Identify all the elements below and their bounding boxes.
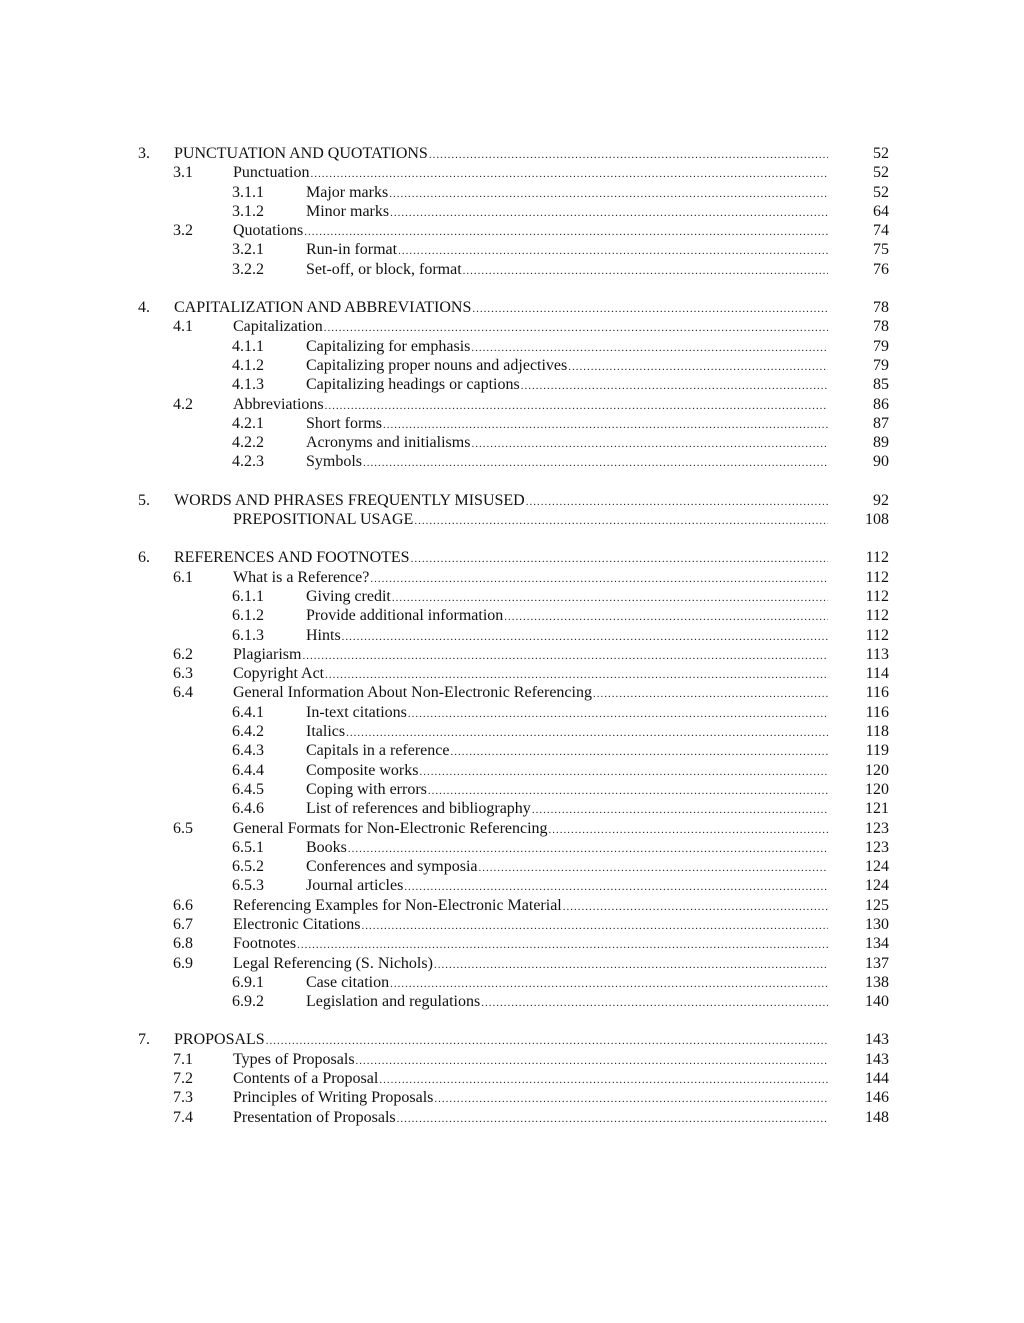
- entry-page-number: 144: [865, 1070, 889, 1088]
- toc-entry: [0, 317, 1024, 336]
- entry-page-number: 52: [873, 145, 889, 162]
- entry-title: Legislation and regulations: [306, 993, 481, 1011]
- entry-page-number: 143: [865, 1050, 889, 1068]
- entry-page-number: 116: [865, 703, 889, 721]
- entry-page-number: 112: [865, 568, 889, 586]
- entry-title-with-leader: [306, 876, 828, 897]
- toc-entry: [0, 915, 1024, 934]
- toc-section: [0, 548, 1024, 1011]
- entry-title-with-leader: [233, 1108, 828, 1129]
- entry-title: Legal Referencing (S. Nichols): [233, 954, 433, 972]
- entry-number: 4.2.1: [232, 414, 264, 432]
- entry-number: 4.1: [173, 318, 193, 336]
- toc-chapter-entry: [0, 1030, 1024, 1049]
- dot-leader: [472, 300, 828, 319]
- toc-chapter-entry: [0, 548, 1024, 567]
- entry-title: Presentation of Proposals: [233, 1108, 396, 1126]
- dot-leader: [370, 570, 828, 589]
- entry-number: 6.4.5: [232, 780, 264, 798]
- entry-number: 7.4: [173, 1108, 193, 1126]
- entry-title-with-leader: [306, 260, 828, 281]
- entry-title-with-leader: [233, 915, 828, 936]
- entry-title: Quotations: [233, 222, 304, 240]
- entry-title-with-leader: [306, 703, 828, 724]
- entry-title: Case citation: [306, 973, 390, 991]
- entry-title: Copyright Act: [233, 665, 325, 683]
- toc-entry: [0, 414, 1024, 433]
- toc-chapter-entry: [0, 491, 1024, 510]
- toc-entry: [0, 799, 1024, 818]
- toc-section: [0, 491, 1024, 530]
- entry-page-number: 134: [865, 935, 889, 953]
- entry-page-number: 114: [865, 665, 889, 683]
- entry-title-with-leader: [306, 452, 828, 473]
- toc-entry: [0, 645, 1024, 664]
- dot-leader: [398, 242, 828, 261]
- entry-title-with-leader: [233, 510, 828, 531]
- entry-number: 7.3: [173, 1089, 193, 1107]
- dot-leader: [471, 339, 828, 358]
- toc-entry: [0, 163, 1024, 182]
- dot-leader: [481, 994, 828, 1013]
- entry-title: PREPOSITIONAL USAGE: [233, 511, 414, 529]
- entry-title: PUNCTUATION AND QUOTATIONS: [174, 145, 428, 162]
- entry-number: 6.5.1: [232, 838, 264, 856]
- dot-leader: [434, 956, 828, 975]
- dot-leader: [390, 975, 828, 994]
- entry-page-number: 112: [865, 626, 889, 644]
- entry-number: 6.4.3: [232, 742, 264, 760]
- toc-entry: [0, 1088, 1024, 1107]
- dot-leader: [390, 204, 828, 223]
- entry-title: Provide additional information: [306, 607, 504, 625]
- entry-title-with-leader: [174, 491, 828, 512]
- entry-number: 6.1.3: [232, 626, 264, 644]
- entry-number: 6.9.2: [232, 993, 264, 1011]
- entry-page-number: 86: [873, 395, 889, 413]
- toc-entry: [0, 221, 1024, 240]
- toc-entry: [0, 240, 1024, 259]
- entry-title-with-leader: [306, 606, 828, 627]
- entry-title-with-leader: [233, 395, 828, 416]
- entry-page-number: 146: [865, 1089, 889, 1107]
- entry-title-with-leader: [306, 838, 828, 859]
- entry-page-number: 140: [865, 993, 889, 1011]
- dot-leader: [434, 1090, 828, 1109]
- dot-leader: [428, 782, 828, 801]
- dot-leader: [356, 1052, 828, 1071]
- toc-entry: [0, 510, 1024, 529]
- dot-leader: [304, 223, 828, 242]
- toc-entry: [0, 992, 1024, 1011]
- toc-entry: [0, 722, 1024, 741]
- entry-title-with-leader: [233, 934, 828, 955]
- entry-title-with-leader: [233, 664, 828, 685]
- dot-leader: [526, 493, 828, 512]
- dot-leader: [404, 878, 828, 897]
- toc-entry: [0, 433, 1024, 452]
- entry-page-number: 108: [865, 511, 889, 529]
- entry-title-with-leader: [306, 780, 828, 801]
- entry-page-number: 138: [865, 973, 889, 991]
- toc-entry: [0, 260, 1024, 279]
- entry-number: 6.1.1: [232, 587, 264, 605]
- table-of-contents: [0, 144, 1024, 1146]
- toc-entry: [0, 375, 1024, 394]
- entry-number: 3.1.2: [232, 202, 264, 220]
- entry-title-with-leader: [306, 356, 828, 377]
- entry-title-with-leader: [306, 973, 828, 994]
- entry-title: Capitalization: [233, 318, 323, 336]
- entry-title: PROPOSALS: [174, 1031, 265, 1049]
- entry-page-number: 121: [865, 800, 889, 818]
- entry-page-number: 90: [873, 453, 889, 471]
- entry-title: Electronic Citations: [233, 915, 361, 933]
- entry-page-number: 78: [873, 299, 889, 317]
- entry-page-number: 113: [865, 645, 889, 663]
- dot-leader: [463, 262, 828, 281]
- entry-page-number: 112: [865, 607, 889, 625]
- dot-leader: [392, 589, 828, 608]
- entry-title: Set-off, or block, format: [306, 260, 462, 278]
- toc-entry: [0, 703, 1024, 722]
- entry-number: 6.9.1: [232, 973, 264, 991]
- dot-leader: [324, 319, 828, 338]
- entry-number: 4.2.2: [232, 434, 264, 452]
- entry-title: What is a Reference?: [233, 568, 370, 586]
- entry-title-with-leader: [174, 144, 828, 165]
- entry-title-with-leader: [233, 683, 828, 704]
- dot-leader: [363, 454, 828, 473]
- toc-section: [0, 1030, 1024, 1126]
- dot-leader: [348, 840, 828, 859]
- entry-title-with-leader: [306, 761, 828, 782]
- entry-number: 4.1.2: [232, 356, 264, 374]
- entry-page-number: 124: [865, 858, 889, 876]
- toc-entry: [0, 337, 1024, 356]
- dot-leader: [266, 1032, 828, 1051]
- entry-page-number: 76: [873, 260, 889, 278]
- toc-entry: [0, 876, 1024, 895]
- dot-leader: [479, 859, 828, 878]
- entry-title: General Formats for Non-Electronic Referencing: [233, 819, 548, 837]
- entry-number: 6.2: [173, 645, 193, 663]
- entry-page-number: 78: [873, 318, 889, 336]
- entry-number: 5.: [138, 491, 150, 509]
- entry-number: 6.4.6: [232, 800, 264, 818]
- entry-number: 3.1: [173, 164, 193, 182]
- toc-entry: [0, 683, 1024, 702]
- dot-leader: [342, 628, 828, 647]
- entry-page-number: 118: [865, 723, 889, 741]
- entry-number: 4.: [138, 299, 150, 317]
- dot-leader: [414, 512, 828, 531]
- entry-number: 6.6: [173, 896, 193, 914]
- entry-title-with-leader: [306, 433, 828, 454]
- entry-title: Coping with errors: [306, 780, 427, 798]
- entry-title: Journal articles: [306, 877, 404, 895]
- entry-title: Capitals in a reference: [306, 742, 450, 760]
- entry-page-number: 112: [865, 549, 889, 567]
- entry-title: Minor marks: [306, 202, 390, 220]
- entry-number: 4.2.3: [232, 453, 264, 471]
- toc-entry: [0, 857, 1024, 876]
- entry-title-with-leader: [306, 202, 828, 223]
- entry-title-with-leader: [306, 183, 828, 204]
- entry-title: WORDS AND PHRASES FREQUENTLY MISUSED: [174, 491, 525, 509]
- entry-number: 6.8: [173, 935, 193, 953]
- toc-entry: [0, 1050, 1024, 1069]
- dot-leader: [429, 146, 828, 165]
- entry-page-number: 116: [865, 684, 889, 702]
- entry-title: Symbols: [306, 453, 363, 471]
- entry-title-with-leader: [233, 163, 828, 184]
- entry-title: Acronyms and initialisms: [306, 434, 471, 452]
- dot-leader: [325, 666, 828, 685]
- entry-title-with-leader: [306, 337, 828, 358]
- entry-page-number: 74: [873, 222, 889, 240]
- toc-entry: [0, 626, 1024, 645]
- entry-title: Hints: [306, 626, 341, 644]
- toc-entry: [0, 954, 1024, 973]
- entry-number: 3.2.1: [232, 241, 264, 259]
- entry-page-number: 137: [865, 954, 889, 972]
- entry-page-number: 112: [865, 587, 889, 605]
- toc-chapter-entry: [0, 298, 1024, 317]
- entry-title: Capitalizing headings or captions: [306, 376, 520, 394]
- entry-number: 6.4.4: [232, 761, 264, 779]
- entry-title: Abbreviations: [233, 395, 324, 413]
- dot-leader: [383, 416, 828, 435]
- entry-number: 6.4.1: [232, 703, 264, 721]
- toc-entry: [0, 780, 1024, 799]
- entry-page-number: 87: [873, 414, 889, 432]
- dot-leader: [346, 724, 828, 743]
- entry-page-number: 75: [873, 241, 889, 259]
- toc-entry: [0, 395, 1024, 414]
- entry-title-with-leader: [306, 857, 828, 878]
- dot-leader: [471, 435, 828, 454]
- toc-entry: [0, 819, 1024, 838]
- entry-number: 6.7: [173, 915, 193, 933]
- toc-entry: [0, 356, 1024, 375]
- entry-title-with-leader: [306, 626, 828, 647]
- entry-title-with-leader: [306, 799, 828, 820]
- toc-chapter-entry: [0, 144, 1024, 163]
- entry-title: Plagiarism: [233, 645, 302, 663]
- entry-title-with-leader: [233, 645, 828, 666]
- entry-page-number: 123: [865, 838, 889, 856]
- entry-title: Conferences and symposia: [306, 858, 478, 876]
- entry-title: List of references and bibliography: [306, 800, 531, 818]
- entry-title-with-leader: [306, 240, 828, 261]
- entry-title: Referencing Examples for Non-Electronic Material: [233, 896, 562, 914]
- entry-number: 6.3: [173, 665, 193, 683]
- entry-page-number: 120: [865, 780, 889, 798]
- dot-leader: [593, 685, 828, 704]
- dot-leader: [397, 1110, 828, 1129]
- entry-page-number: 52: [873, 164, 889, 182]
- entry-page-number: 52: [873, 183, 889, 201]
- entry-page-number: 120: [865, 761, 889, 779]
- toc-entry: [0, 202, 1024, 221]
- toc-entry: [0, 1069, 1024, 1088]
- entry-title: Capitalizing for emphasis: [306, 337, 471, 355]
- toc-entry: [0, 568, 1024, 587]
- entry-number: 4.2: [173, 395, 193, 413]
- entry-title-with-leader: [233, 954, 828, 975]
- entry-title-with-leader: [233, 1088, 828, 1109]
- entry-title: Footnotes: [233, 935, 297, 953]
- entry-title: Major marks: [306, 183, 389, 201]
- entry-page-number: 148: [865, 1108, 889, 1126]
- entry-title: Principles of Writing Proposals: [233, 1089, 434, 1107]
- entry-title: Composite works: [306, 761, 419, 779]
- entry-title: REFERENCES AND FOOTNOTES: [174, 549, 410, 567]
- entry-number: 3.2: [173, 222, 193, 240]
- entry-page-number: 79: [873, 356, 889, 374]
- entry-number: 6.5.3: [232, 877, 264, 895]
- toc-entry: [0, 838, 1024, 857]
- entry-number: 4.1.1: [232, 337, 264, 355]
- entry-title-with-leader: [306, 722, 828, 743]
- entry-title: Italics: [306, 723, 346, 741]
- entry-title-with-leader: [306, 741, 828, 762]
- dot-leader: [362, 917, 828, 936]
- entry-title-with-leader: [233, 317, 828, 338]
- toc-entry: [0, 761, 1024, 780]
- entry-number: 6.9: [173, 954, 193, 972]
- toc-entry: [0, 1108, 1024, 1127]
- dot-leader: [419, 763, 828, 782]
- entry-title: CAPITALIZATION AND ABBREVIATIONS: [174, 299, 472, 317]
- entry-title-with-leader: [306, 587, 828, 608]
- entry-page-number: 130: [865, 915, 889, 933]
- entry-page-number: 119: [865, 742, 889, 760]
- entry-title-with-leader: [233, 819, 828, 840]
- dot-leader: [389, 185, 828, 204]
- entry-number: 3.2.2: [232, 260, 264, 278]
- entry-number: 6.4: [173, 684, 193, 702]
- entry-title-with-leader: [233, 568, 828, 589]
- entry-number: 7.2: [173, 1070, 193, 1088]
- toc-entry: [0, 973, 1024, 992]
- dot-leader: [302, 647, 828, 666]
- toc-entry: [0, 606, 1024, 625]
- entry-number: 3.1.1: [232, 183, 264, 201]
- toc-entry: [0, 587, 1024, 606]
- entry-title-with-leader: [174, 1030, 828, 1051]
- entry-page-number: 123: [865, 819, 889, 837]
- entry-page-number: 125: [865, 896, 889, 914]
- entry-number: 6.: [138, 549, 150, 567]
- toc-entry: [0, 664, 1024, 683]
- entry-number: 4.1.3: [232, 376, 264, 394]
- entry-page-number: 64: [873, 202, 889, 220]
- entry-title-with-leader: [306, 375, 828, 396]
- toc-entry: [0, 741, 1024, 760]
- entry-title-with-leader: [174, 298, 828, 319]
- entry-title: In-text citations: [306, 703, 407, 721]
- toc-entry: [0, 934, 1024, 953]
- entry-page-number: 92: [873, 491, 889, 509]
- toc-entry: [0, 896, 1024, 915]
- entry-title: Books: [306, 838, 347, 856]
- entry-title: Short forms: [306, 414, 382, 432]
- entry-page-number: 85: [873, 376, 889, 394]
- entry-title-with-leader: [306, 992, 828, 1013]
- entry-page-number: 124: [865, 877, 889, 895]
- entry-number: 6.5: [173, 819, 193, 837]
- dot-leader: [504, 608, 828, 627]
- toc-section: [0, 298, 1024, 472]
- dot-leader: [532, 801, 828, 820]
- entry-title: Contents of a Proposal: [233, 1070, 379, 1088]
- entry-page-number: 89: [873, 434, 889, 452]
- entry-title: Giving credit: [306, 587, 391, 605]
- entry-title-with-leader: [233, 221, 828, 242]
- entry-number: 6.5.2: [232, 858, 264, 876]
- entry-title-with-leader: [174, 548, 828, 569]
- entry-title-with-leader: [233, 1069, 828, 1090]
- toc-entry: [0, 452, 1024, 471]
- entry-title: General Information About Non-Electronic Referencing: [233, 684, 592, 702]
- entry-page-number: 143: [865, 1031, 889, 1049]
- entry-number: 6.1: [173, 568, 193, 586]
- entry-number: 6.4.2: [232, 723, 264, 741]
- dot-leader: [325, 397, 828, 416]
- entry-title-with-leader: [306, 414, 828, 435]
- dot-leader: [379, 1071, 828, 1090]
- entry-number: 6.1.2: [232, 607, 264, 625]
- entry-title: Types of Proposals: [233, 1050, 355, 1068]
- entry-title: Run-in format: [306, 241, 398, 259]
- dot-leader: [568, 358, 828, 377]
- entry-page-number: 79: [873, 337, 889, 355]
- dot-leader: [411, 550, 828, 569]
- entry-number: 3.: [138, 145, 150, 162]
- dot-leader: [408, 705, 828, 724]
- entry-title-with-leader: [233, 896, 828, 917]
- entry-title: Capitalizing proper nouns and adjectives: [306, 356, 568, 374]
- dot-leader: [310, 165, 828, 184]
- entry-number: 7.1: [173, 1050, 193, 1068]
- entry-title-with-leader: [233, 1050, 828, 1071]
- dot-leader: [297, 936, 828, 955]
- entry-title: Punctuation: [233, 164, 310, 182]
- dot-leader: [549, 821, 828, 840]
- toc-section: [0, 144, 1024, 279]
- toc-entry: [0, 183, 1024, 202]
- entry-number: 7.: [138, 1031, 150, 1049]
- dot-leader: [521, 377, 828, 396]
- dot-leader: [450, 743, 828, 762]
- dot-leader: [563, 898, 828, 917]
